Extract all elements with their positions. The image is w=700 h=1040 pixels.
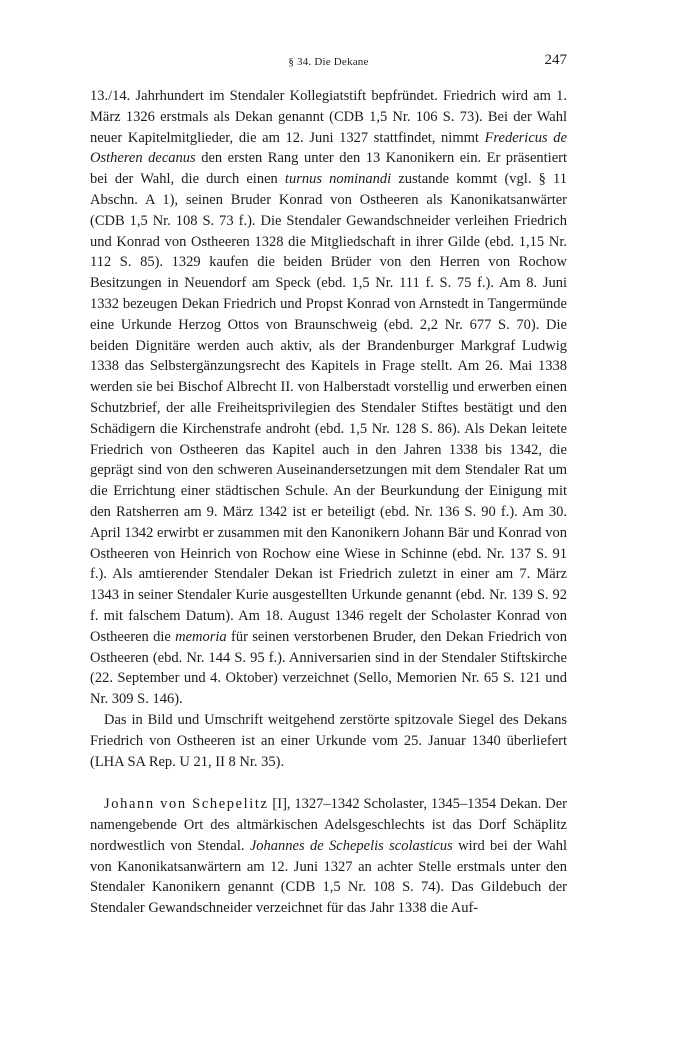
latin-term: memoria — [175, 628, 227, 645]
text-run: für seinen verstorbenen Bruder, den Dekan Friedrich von Ostheeren (ebd. Nr. 144 S. 95 f.). Anniversarien sind in der Stendaler Stiftskirche (22. September und 4. Oktober) verzeichnet (Sello, Memorien Nr. 65 S. 121 und Nr. 309 S. 146). — [90, 628, 567, 708]
paragraph-siegel: Das in Bild und Umschrift weitgehend zerstörte spitzovale Siegel des Dekans Friedrich von Ostheeren ist an einer Urkunde vom 25. Januar 1340 überliefert (LHA SA Rep. U 21, II 8 Nr. 35). — [90, 711, 567, 770]
paragraph-johann-von-schepelitz — [90, 794, 567, 919]
book-page — [90, 52, 567, 919]
text-run: wird bei der Wahl von Kanonikatsanwärtern am 12. Juni 1327 an achter Stelle erstmals unter den Stendaler Kanonikern genannt (CDB 1,5 Nr. 108 S. 74). Das Gildebuch der Stendaler Gewandschneider verzeichnet für das Jahr 1338 die Auf- — [90, 837, 567, 917]
text-run: den ersten Rang unter den 13 Kanonikern ein. Er präsentiert bei der Wahl, die durch einen — [90, 150, 568, 188]
latin-term: turnus nominandi — [284, 171, 392, 188]
running-head: § 34. Die Dekane — [288, 56, 369, 68]
text-run: [I], 1327–1342 Scholaster, 1345–1354 Dekan. Der namengebende Ort des altmärkischen Adelsgeschlechts ist das Dorf Schäplitz nordwestlich von Stendal. — [90, 796, 568, 854]
page-header — [90, 52, 567, 74]
latin-quote: Johannes de Schepelis scolasticus — [249, 837, 453, 854]
paragraph-friedrich-von-ostheeren — [90, 86, 567, 710]
latin-quote: Fredericus de Ostheren decanus — [90, 129, 567, 167]
entry-name: Johann von Schepelitz — [104, 796, 269, 813]
section-gap — [90, 772, 567, 794]
text-run: 13./14. Jahrhundert im Stendaler Kollegiatstift bepfründet. Friedrich wird am 1. März 1326 erstmals als Dekan genannt (CDB 1,5 Nr. 106 S. 73). Bei der Wahl neuer Kapitelmitglieder, die am 12. Juni 1327 stattfindet, nimmt — [90, 88, 567, 146]
page-number: 247 — [544, 52, 567, 68]
text-run: zustande kommt (vgl. § 11 Abschn. A 1), seinen Bruder Konrad von Ostheeren als Kanonikatsanwärter (CDB 1,5 Nr. 108 S. 73 f.). Die Stendaler Gewandschneider verleihen Friedrich und Konrad von Ostheeren 1328 die Mitgliedschaft in ihrer Gilde (ebd. 1,15 Nr. 112 S. 85). 1329 kaufen die beiden Brüder von den Herren von Rochow Besitzungen in Neuendorf am Speck (ebd. 1,5 Nr. 111 f. S. 75 f.). Am 8. Juni 1332 bezeugen Dekan Friedrich und Propst Konrad von Arnstedt in Tangermünde eine Urkunde Herzog Ottos von Braunschweig (ebd. 2,2 Nr. 677 S. 70). Die beiden Dignitäre werden auch aktiv, als der Brandenburger Markgraf Ludwig 1338 das Selbstergänzungsrecht des Kapitels in Frage stellt. Am 26. Mai 1338 werden sie bei Bischof Albrecht II. von Halberstadt vorstellig und erwerben einen Schutzbrief, der alle Freiheitsprivilegien des Stendaler Stiftes bestätigt und den Schädigern die Kirchenstrafe androht (ebd. 1,5 Nr. 128 S. 86). Als Dekan leitete Friedrich von Ostheeren das Kapitel auch in den Jahren 1338 bis 1342, die geprägt sind von den schweren Auseinandersetzungen mit dem Stendaler Rat um die Errichtung einer städtischen Schule. An der Beurkundung der Einigung mit den Ratsherren am 9. März 1342 ist er beteiligt (ebd. Nr. 136 S. 90 f.). Am 30. April 1342 erwirbt er zusammen mit den Kanonikern Johann Bär und Konrad von Ostheeren von Heinrich von Rochow eine Wiese in Schinne (ebd. Nr. 137 S. 91 f.). Als amtierender Stendaler Dekan ist Friedrich zuletzt in einer am 7. März 1343 in seiner Stendaler Kurie ausgestellten Urkunde genannt (ebd. Nr. 139 S. 92 f. mit falschem Datum). Am 18. August 1346 regelt der Scholaster Konrad von Ostheeren die — [90, 171, 567, 645]
